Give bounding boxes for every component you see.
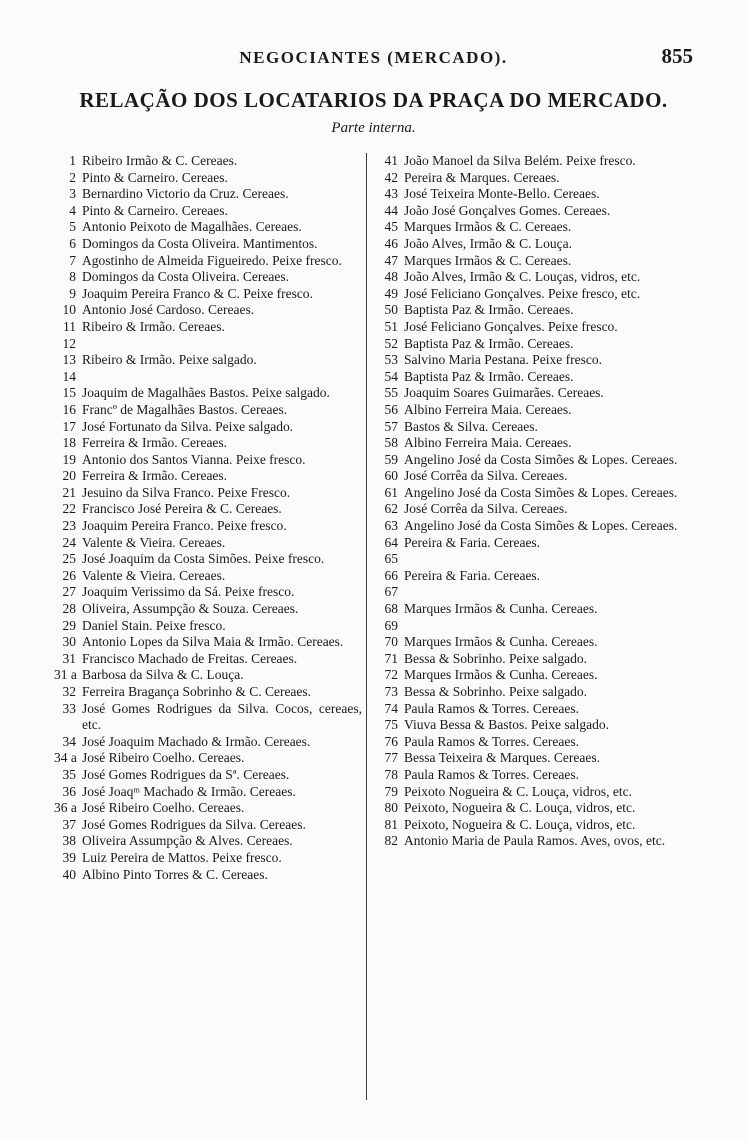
entry-number: 64 (384, 534, 398, 550)
entry-number: 8 (69, 269, 76, 285)
entry-text: Luiz Pereira de Mattos. Peixe fresco. (82, 849, 282, 865)
left-column (54, 153, 362, 883)
list-item (54, 319, 362, 336)
entry-number: 16 (62, 401, 76, 417)
entry-text: João Alves, Irmão & C. Louça. (404, 235, 572, 251)
entry-number: 37 (62, 816, 76, 832)
entry-number: 45 (384, 219, 398, 235)
entry-text: Joaquim de Magalhães Bastos. Peixe salgado. (82, 385, 330, 401)
entry-number: 31 (62, 650, 76, 666)
entry-number: 32 (62, 684, 76, 699)
entry-number: 36 (62, 783, 76, 799)
list-item (54, 170, 362, 187)
entry-text: Marques Irmãos & Cunha. Cereaes. (404, 667, 598, 683)
entry-text: Bessa Teixeira & Marques. Cereaes. (404, 750, 600, 766)
entry-text: Francº de Magalhães Bastos. Cereaes. (82, 401, 288, 417)
entry-number: 71 (384, 650, 398, 666)
entry-number: 30 (62, 634, 76, 650)
list-item (54, 402, 362, 419)
list-item (374, 701, 692, 718)
entry-text: Ferreira & Irmão. Cereaes. (82, 435, 228, 451)
entry-number: 19 (62, 451, 76, 467)
entry-text: Marques Irmãos & C. Cereaes. (404, 219, 572, 235)
running-head: NEGOCIANTES (MERCADO). (239, 48, 508, 67)
list-item (54, 867, 362, 884)
entry-number: 72 (384, 667, 398, 683)
entry-text: José Gomes Rodrigues da Sª. Cereaes. (82, 766, 290, 782)
list-item (54, 684, 362, 701)
list-item (374, 485, 692, 502)
entry-text (404, 618, 692, 635)
list-item (374, 319, 692, 336)
list-item (374, 651, 692, 668)
entry-text: Antonio Lopes da Silva Maia & Irmão. Cereaes. (82, 634, 344, 650)
page-subtitle: Parte interna. (331, 120, 416, 136)
entry-number: 62 (384, 501, 398, 517)
list-item (374, 468, 692, 485)
entry-text: Oliveira Assumpção & Alves. Cereaes. (82, 833, 293, 849)
entry-number: 28 (62, 601, 76, 617)
page-header (0, 44, 747, 74)
list-item (374, 203, 692, 220)
entry-text: José Feliciano Gonçalves. Peixe fresco. (404, 318, 618, 334)
entry-text: Oliveira, Assumpção & Souza. Cereaes. (82, 601, 299, 617)
entry-text: Angelino José da Costa Simões & Lopes. Cereaes. (404, 518, 678, 534)
list-item (374, 634, 692, 651)
entry-text: Baptista Paz & Irmão. Cereaes. (404, 302, 574, 318)
entry-text: Baptista Paz & Irmão. Cereaes. (404, 368, 574, 384)
entry-text: Marques Irmãos & Cunha. Cereaes. (404, 634, 598, 650)
entry-number: 69 (384, 617, 398, 633)
entry-text: Francisco José Pereira & C. Cereaes. (82, 501, 282, 517)
entry-number: 40 (62, 866, 76, 882)
list-item (54, 153, 362, 170)
list-item (54, 601, 362, 618)
entry-number: 81 (384, 816, 398, 832)
list-item (374, 186, 692, 203)
entry-number: 70 (384, 634, 398, 650)
list-item (374, 236, 692, 253)
list-item (54, 219, 362, 236)
list-item (374, 419, 692, 436)
entry-number: 23 (62, 518, 76, 534)
list-item (374, 170, 692, 187)
list-item (54, 286, 362, 303)
list-item (54, 833, 362, 850)
entry-number: 35 (62, 766, 76, 782)
list-item (374, 369, 692, 386)
list-item (54, 518, 362, 535)
entry-text: Ribeiro & Irmão. Cereaes. (82, 318, 225, 334)
entry-number: 36 a (54, 800, 77, 816)
entry-number: 26 (62, 567, 76, 583)
list-item (374, 452, 692, 469)
entry-number: 54 (384, 368, 398, 384)
entry-number: 80 (384, 800, 398, 816)
entry-number: 31 a (54, 667, 77, 683)
entry-number: 41 (384, 153, 398, 168)
list-item (54, 452, 362, 469)
entry-number: 34 a (54, 750, 77, 766)
entry-text: Bernardino Victorio da Cruz. Cereaes. (82, 186, 289, 202)
list-item (374, 518, 692, 535)
list-item (54, 850, 362, 867)
entry-text: Joaquim Soares Guimarães. Cereaes. (404, 385, 604, 401)
entry-text: José Corrêa da Silva. Cereaes. (404, 501, 568, 517)
list-item (54, 352, 362, 369)
entry-number: 68 (384, 601, 398, 617)
entry-number: 58 (384, 435, 398, 451)
entry-number: 20 (62, 468, 76, 484)
entry-number: 22 (62, 501, 76, 517)
entry-text: Pereira & Faria. Cereaes. (404, 534, 541, 550)
entry-text (404, 584, 692, 601)
entry-text: Albino Pinto Torres & C. Cereaes. (82, 866, 268, 882)
entry-text: Domingos da Costa Oliveira. Mantimentos. (82, 235, 318, 251)
entry-number: 42 (384, 169, 398, 185)
list-item (54, 269, 362, 286)
list-item (54, 750, 362, 767)
entry-number: 59 (384, 451, 398, 467)
entry-text: Viuva Bessa & Bastos. Peixe salgado. (404, 717, 610, 733)
list-item (374, 817, 692, 834)
entry-number: 67 (384, 584, 398, 600)
entry-text: Jesuino da Silva Franco. Peixe Fresco. (82, 484, 291, 500)
entry-text: Baptista Paz & Irmão. Cereaes. (404, 335, 574, 351)
entry-number: 5 (69, 219, 76, 235)
list-item (374, 833, 692, 850)
entry-number: 49 (384, 285, 398, 301)
entry-number: 4 (69, 202, 76, 218)
entry-number: 34 (62, 733, 76, 749)
entry-text: Pinto & Carneiro. Cereaes. (82, 202, 228, 218)
entry-text: Valente & Vieira. Cereaes. (82, 534, 226, 550)
entry-number: 73 (384, 684, 398, 699)
list-item (54, 701, 362, 734)
page-title: RELAÇÃO DOS LOCATARIOS DA PRAÇA DO MERCADO. (79, 88, 668, 112)
entry-text: José Joaqᵐ Machado & Irmão. Cereaes. (82, 783, 296, 799)
entry-number: 13 (62, 352, 76, 368)
entry-number: 17 (62, 418, 76, 434)
list-item (54, 667, 362, 684)
entry-text: Pinto & Carneiro. Cereaes. (82, 169, 228, 185)
list-item (374, 618, 692, 635)
list-item (374, 286, 692, 303)
entry-number: 24 (62, 534, 76, 550)
entry-text: João Manoel da Silva Belém. Peixe fresco. (404, 153, 636, 168)
entry-text: José Corrêa da Silva. Cereaes. (404, 468, 568, 484)
entry-text: Angelino José da Costa Simões & Lopes. Cereaes. (404, 451, 678, 467)
list-item (374, 435, 692, 452)
entry-number: 44 (384, 202, 398, 218)
entry-number: 38 (62, 833, 76, 849)
list-item (54, 651, 362, 668)
entry-number: 18 (62, 435, 76, 451)
entry-number: 7 (69, 252, 76, 268)
list-item (54, 369, 362, 386)
list-item (374, 750, 692, 767)
entry-number: 46 (384, 235, 398, 251)
entry-text: Joaquim Pereira Franco. Peixe fresco. (82, 518, 287, 534)
entry-number: 9 (69, 285, 76, 301)
entry-text: Antonio Maria de Paula Ramos. Aves, ovos, etc. (404, 833, 666, 849)
list-item (374, 601, 692, 618)
list-item (54, 551, 362, 568)
entry-text: Ribeiro Irmão & C. Cereaes. (82, 153, 238, 168)
entry-text: Peixoto, Nogueira & C. Louça, vidros, etc. (404, 800, 636, 816)
entry-number: 52 (384, 335, 398, 351)
entry-number: 47 (384, 252, 398, 268)
entry-text: Pereira & Faria. Cereaes. (404, 567, 541, 583)
entry-number: 43 (384, 186, 398, 202)
entry-text: João Alves, Irmão & C. Louças, vidros, etc. (404, 269, 641, 285)
list-item (54, 535, 362, 552)
list-item (374, 568, 692, 585)
list-item (54, 784, 362, 801)
entry-number: 61 (384, 484, 398, 500)
list-item (54, 468, 362, 485)
list-item (374, 219, 692, 236)
entry-number: 63 (384, 518, 398, 534)
entry-text: Antonio José Cardoso. Cereaes. (82, 302, 255, 318)
list-item (374, 302, 692, 319)
list-item (374, 767, 692, 784)
entry-number: 55 (384, 385, 398, 401)
entry-text: Bessa & Sobrinho. Peixe salgado. (404, 684, 587, 699)
list-item (54, 236, 362, 253)
entry-text: Salvino Maria Pestana. Peixe fresco. (404, 352, 602, 368)
entry-number: 14 (62, 368, 76, 384)
page-number: 855 (661, 44, 693, 68)
entry-number: 66 (384, 567, 398, 583)
list-item (374, 535, 692, 552)
entry-number: 57 (384, 418, 398, 434)
entry-text: Peixoto, Nogueira & C. Louça, vidros, etc. (404, 816, 636, 832)
list-item (54, 618, 362, 635)
entry-number: 50 (384, 302, 398, 318)
entry-text: Pereira & Marques. Cereaes. (404, 169, 560, 185)
entry-number: 39 (62, 849, 76, 865)
list-item (54, 501, 362, 518)
entry-text: Paula Ramos & Torres. Cereaes. (404, 766, 580, 782)
entry-number: 21 (62, 484, 76, 500)
list-item (54, 800, 362, 817)
list-item (54, 568, 362, 585)
entry-text: Domingos da Costa Oliveira. Cereaes. (82, 269, 289, 285)
entry-number: 48 (384, 269, 398, 285)
list-item (374, 153, 692, 170)
list-item (374, 717, 692, 734)
entry-text: José Gomes Rodrigues da Silva. Cereaes. (82, 816, 306, 832)
entry-number: 56 (384, 401, 398, 417)
entry-text: Bastos & Silva. Cereaes. (404, 418, 538, 434)
entry-text: José Joaquim Machado & Irmão. Cereaes. (82, 733, 311, 749)
entry-text: Paula Ramos & Torres. Cereaes. (404, 700, 580, 716)
entry-number: 51 (384, 318, 398, 334)
entry-text: José Gomes Rodrigues da Silva. Cocos, cereaes, etc. (82, 700, 362, 733)
entry-number: 75 (384, 717, 398, 733)
entry-text: Albino Ferreira Maia. Cereaes. (404, 435, 572, 451)
entry-text: Barbosa da Silva & C. Louça. (82, 667, 244, 683)
entry-text: Peixoto Nogueira & C. Louça, vidros, etc. (404, 783, 632, 799)
list-item (54, 203, 362, 220)
entry-number: 6 (69, 235, 76, 251)
entry-text: Bessa & Sobrinho. Peixe salgado. (404, 650, 587, 666)
entry-text: Ferreira & Irmão. Cereaes. (82, 468, 228, 484)
entry-text: José Joaquim da Costa Simões. Peixe fresco. (82, 551, 325, 567)
entry-number: 76 (384, 733, 398, 749)
entry-number: 82 (384, 833, 398, 849)
list-item (374, 667, 692, 684)
entry-text: José Teixeira Monte-Bello. Cereaes. (404, 186, 600, 202)
entry-number: 29 (62, 617, 76, 633)
entry-number: 1 (69, 153, 76, 168)
entry-text: Paula Ramos & Torres. Cereaes. (404, 733, 580, 749)
entry-text: Ferreira Bragança Sobrinho & C. Cereaes. (82, 684, 312, 699)
list-item (54, 817, 362, 834)
list-item (374, 336, 692, 353)
entry-number: 3 (69, 186, 76, 202)
list-item (54, 419, 362, 436)
entry-text: José Ribeiro Coelho. Cereaes. (82, 800, 245, 816)
entry-text: Angelino José da Costa Simões & Lopes. Cereaes. (404, 484, 678, 500)
entry-text: José Ribeiro Coelho. Cereaes. (82, 750, 245, 766)
entry-number: 11 (63, 318, 76, 334)
entry-text: Albino Ferreira Maia. Cereaes. (404, 401, 572, 417)
entry-number: 77 (384, 750, 398, 766)
list-item (54, 435, 362, 452)
list-item (374, 734, 692, 751)
list-item (374, 352, 692, 369)
entry-text: Daniel Stain. Peixe fresco. (82, 617, 226, 633)
entry-text: Joaquim Pereira Franco & C. Peixe fresco. (82, 285, 313, 301)
list-item (374, 800, 692, 817)
list-item (374, 551, 692, 568)
entry-number: 79 (384, 783, 398, 799)
right-column (374, 153, 692, 850)
entry-text: Antonio dos Santos Vianna. Peixe fresco. (82, 451, 306, 467)
list-item (54, 336, 362, 353)
list-item (54, 485, 362, 502)
list-item (374, 385, 692, 402)
entry-text: Joaquim Verissimo da Sá. Peixe fresco. (82, 584, 295, 600)
list-item (54, 584, 362, 601)
entry-text (82, 369, 362, 386)
entry-number: 15 (62, 385, 76, 401)
list-item (374, 784, 692, 801)
entry-text (404, 551, 692, 568)
list-item (374, 501, 692, 518)
entry-text: Marques Irmãos & Cunha. Cereaes. (404, 601, 598, 617)
entry-text: Ribeiro & Irmão. Peixe salgado. (82, 352, 257, 368)
list-item (374, 402, 692, 419)
entry-number: 60 (384, 468, 398, 484)
entry-text: João José Gonçalves Gomes. Cereaes. (404, 202, 611, 218)
entry-number: 78 (384, 766, 398, 782)
column-divider (366, 153, 367, 1100)
entry-text: José Fortunato da Silva. Peixe salgado. (82, 418, 294, 434)
list-item (54, 634, 362, 651)
list-item (374, 684, 692, 701)
entry-text: Francisco Machado de Freitas. Cereaes. (82, 650, 298, 666)
entry-number: 27 (62, 584, 76, 600)
entry-number: 10 (62, 302, 76, 318)
entry-text: Antonio Peixoto de Magalhães. Cereaes. (82, 219, 302, 235)
list-item (54, 767, 362, 784)
entry-text: Valente & Vieira. Cereaes. (82, 567, 226, 583)
list-item (54, 734, 362, 751)
entry-text: José Feliciano Gonçalves. Peixe fresco, etc. (404, 285, 641, 301)
list-item (54, 186, 362, 203)
entry-text: Agostinho de Almeida Figueiredo. Peixe fresco. (82, 252, 342, 268)
entry-number: 33 (62, 700, 76, 716)
entry-number: 25 (62, 551, 76, 567)
entry-number: 65 (384, 551, 398, 567)
entry-text: Marques Irmãos & C. Cereaes. (404, 252, 572, 268)
entry-number: 12 (62, 335, 76, 351)
entry-number: 2 (69, 169, 76, 185)
list-item (374, 269, 692, 286)
list-item (54, 253, 362, 270)
entry-number: 74 (384, 700, 398, 716)
list-item (54, 385, 362, 402)
entry-text (82, 336, 362, 353)
entry-number: 53 (384, 352, 398, 368)
list-item (374, 253, 692, 270)
list-item (374, 584, 692, 601)
list-item (54, 302, 362, 319)
